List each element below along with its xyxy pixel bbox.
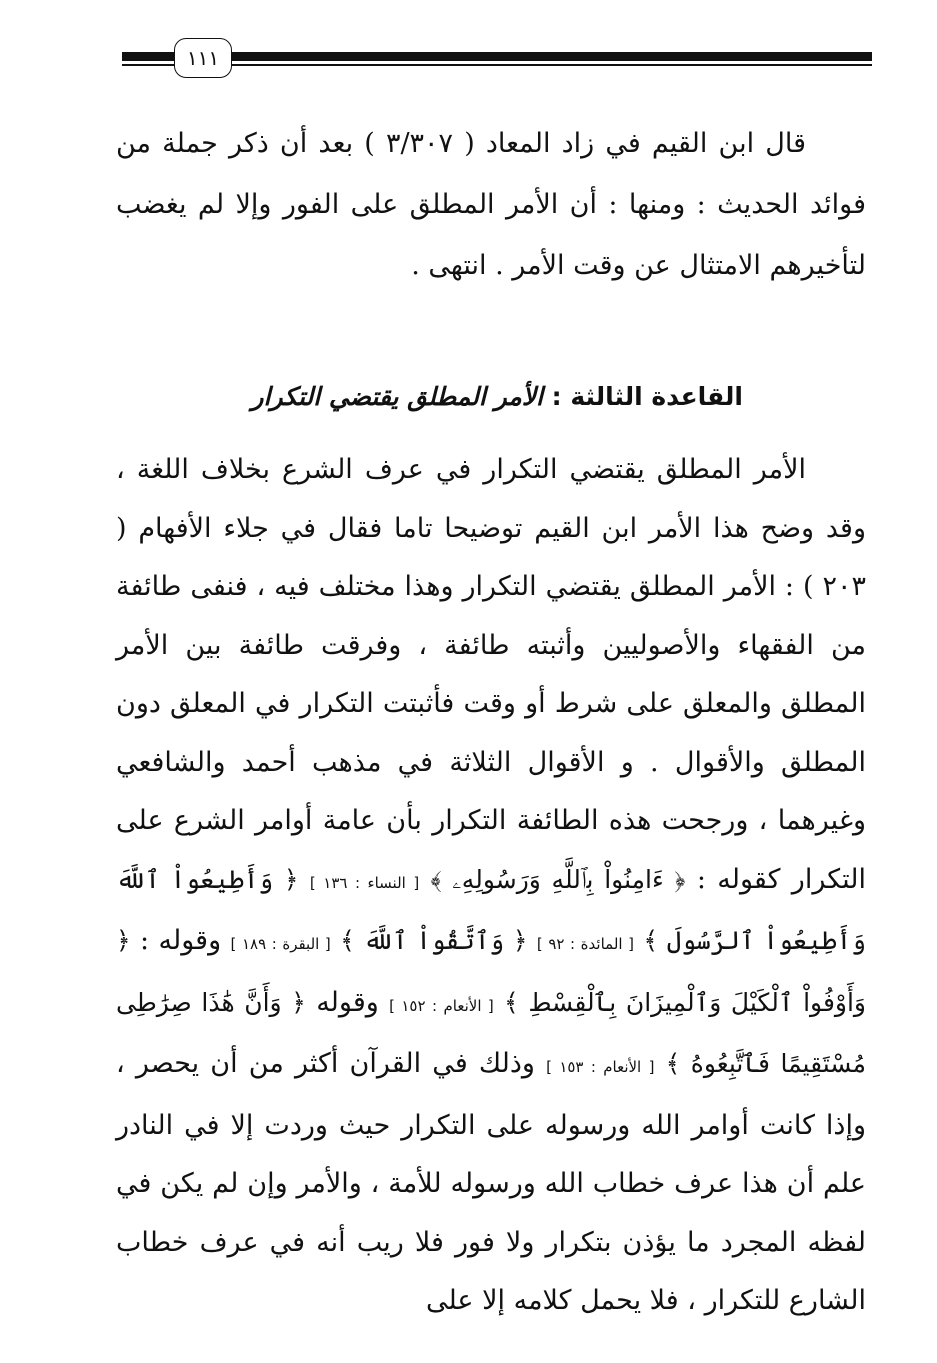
body-text-2: وقوله : [140, 925, 222, 956]
header-rule-thin [230, 64, 872, 66]
quran-ref-2: [ المائدة : ٩٢ ] [536, 935, 634, 953]
paragraph-main [116, 441, 866, 1331]
paragraph-ibn-alqayyim-quote [116, 113, 866, 296]
section-heading [116, 377, 743, 417]
header-rule-thick [230, 52, 872, 61]
page-header [122, 36, 872, 86]
quran-ref-3: [ البقرة : ١٨٩ ] [230, 935, 331, 953]
quran-quote-2: ﴿ وَأَطِيعُواْ ٱللَّهَ وَأَطِيعُواْ ٱلرَّسُولَ ﴾ [116, 864, 866, 955]
body-text-4: وذلك في القرآن أكثر من أن يحصر ، وإذا كانت أوامر الله ورسوله على التكرار حيث وردت إلا في النادر علم أن هذا عرف خطاب الله ورسوله للأمة ، والأمر وإن لم يكن في لفظه المجرد ما يؤذن بتكرار ولا فور فلا ريب أنه في عرف خطاب الشارع للتكرار ، فلا يحمل كلامه إلا على [116, 1048, 866, 1316]
heading-title: الأمر المطلق يقتضي التكرار [251, 382, 543, 411]
quran-quote-4: ﴿ وَأَوْفُواْ ٱلْكَيْلَ وَٱلْمِيزَانَ بِٱلْقِسْطِ ﴾ [116, 926, 866, 1017]
paragraph-2-body [116, 441, 866, 1331]
quran-ref-1: [ النساء : ١٣٦ ] [309, 873, 420, 892]
heading-separator: : [542, 382, 571, 411]
body-text-1: الأمر المطلق يقتضي التكرار في عرف الشرع بخلاف اللغة ، وقد وضح هذا الأمر ابن القيم توضيحا تاما فقال في جلاء الأفهام ( ٢٠٣ ) : الأمر المطلق يقتضي التكرار وهذا مختلف فيه ، فنفى طائفة من الفقهاء والأصوليين وأثبته طائفة ، وفرقت طائفة بين الأمر المطلق والمعلق على شرط أو وقت فأثبتت التكرار في المعلق دون المطلق والأقوال . و الأقوال الثلاثة في مذهب أحمد والشافعي وغيرهما ، ورجحت هذه الطائفة التكرار بأن عامة أوامر الشرع على التكرار كقوله : [116, 454, 866, 895]
quran-ref-5: [ الأنعام : ١٥٣ ] [546, 1058, 655, 1076]
quran-ref-4: [ الأنعام : ١٥٢ ] [389, 996, 494, 1015]
header-rule-left [122, 52, 174, 61]
body-text-3: وقوله [316, 986, 379, 1018]
quran-quote-3: ﴿ وَٱتَّقُواْ ٱللَّهَ ﴾ [340, 926, 528, 955]
quran-quote-1: ﴿ ءَامِنُواْ بِٱللَّهِ وَرَسُولِهِۦ ﴾ [430, 864, 686, 894]
page-number: ١١١ [174, 38, 232, 78]
paragraph-1-text: قال ابن القيم في زاد المعاد ( ٣/٣٠٧ ) بعد أن ذكر جملة من فوائد الحديث : ومنها : أن الأمر المطلق على الفور وإلا لم يغضب لتأخيرهم الامتثال عن وقت الأمر . انتهى . [116, 128, 866, 281]
header-rule-left-thin [122, 64, 174, 66]
quran-quote-5: ﴿ وَأَنَّ هَٰذَا صِرَٰطِى مُسْتَقِيمًا فَٱتَّبِعُوهُ ﴾ [116, 987, 866, 1078]
heading-label: القاعدة الثالثة [570, 382, 743, 411]
